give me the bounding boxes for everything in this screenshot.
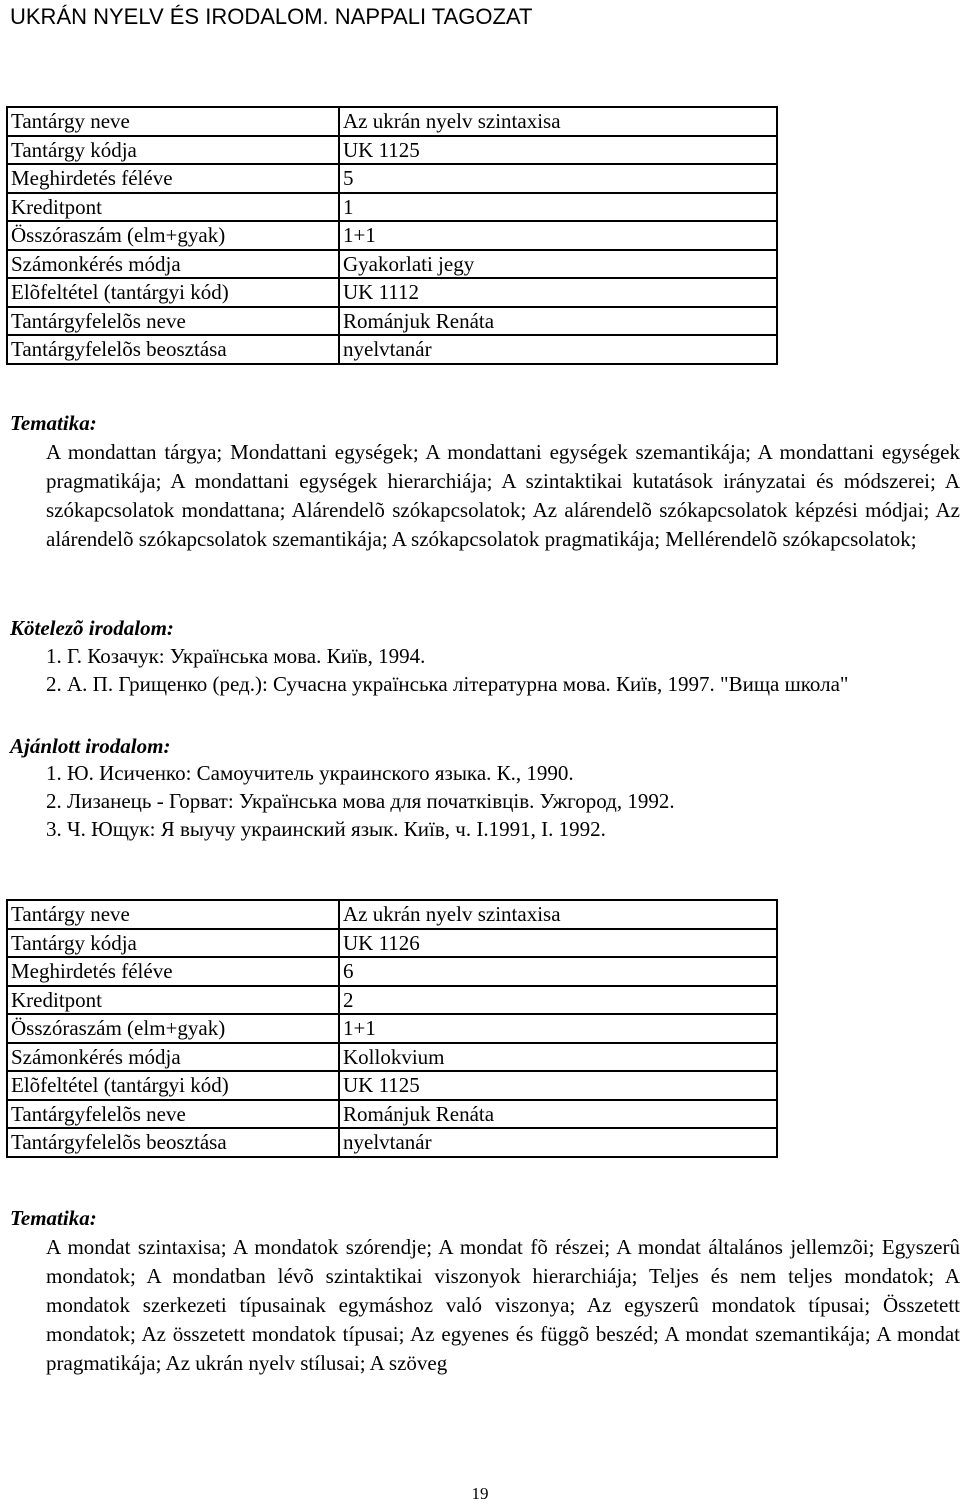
course-info-table-2 [6, 899, 778, 1158]
tematika-text: A mondattan tárgya; Mondattani egységek; A mondattani egységek szemantikája; A mondattani egységek pragmatikája; A mondattani egységek hierarchiája; A szintaktikai kutatások irányzatai és módszerei; A szókapcsolatok mondattana; Alárendelõ szókapcsolatok; Az alárendelõ szókapcsolatok képzési módjai; Az alárendelõ szókapcsolatok szemantikája; A szókapcsolatok pragmatikája; Mellérendelõ szókapcsolatok; [46, 440, 960, 551]
table-row [7, 1014, 777, 1043]
table-row [7, 957, 777, 986]
row-value: nyelvtanár [339, 335, 777, 364]
row-value: 2 [339, 986, 777, 1015]
reading-item: 1. Г. Козачук: Українська мова. Київ, 1994. [46, 644, 426, 668]
row-value: UK 1112 [339, 278, 777, 307]
tematika-text: A mondat szintaxisa; A mondatok szórendje; A mondat fõ részei; A mondat általános jellemzõi; Egyszerû mondatok; A mondatban lévõ szintaktikai viszonyok hierarchiája; Teljes és nem teljes mondatok; A mondatok szerkezeti típusainak egymáshoz való viszonya; Az egyszerû mondatok típusai; Összetett mondatok; Az összetett mondatok típusai; Az egyenes és függõ beszéd; A mondat szemantikája; A mondat pragmatikája; Az ukrán nyelv stílusai; A szöveg [46, 1235, 960, 1375]
row-value: UK 1126 [339, 929, 777, 958]
table-row [7, 335, 777, 364]
row-label: Kreditpont [7, 193, 339, 222]
row-value: 5 [339, 164, 777, 193]
tematika-heading: Tematika: [10, 411, 97, 435]
row-value: Az ukrán nyelv szintaxisa [339, 107, 777, 136]
table-row [7, 278, 777, 307]
tematika-heading: Tematika: [10, 1206, 97, 1230]
row-label: Tantárgy kódja [7, 136, 339, 165]
row-label: Elõfeltétel (tantárgyi kód) [7, 1071, 339, 1100]
row-value: 1+1 [339, 221, 777, 250]
table-row [7, 900, 777, 929]
row-value: UK 1125 [339, 1071, 777, 1100]
table-row [7, 221, 777, 250]
table-row [7, 250, 777, 279]
reading-item: 3. Ч. Ющук: Я выучу украинский язык. Київ, ч. I.1991, I. 1992. [46, 817, 606, 841]
row-label: Tantárgy neve [7, 107, 339, 136]
page-header: UKRÁN NYELV ÉS IRODALOM. NAPPALI TAGOZAT [10, 4, 533, 29]
page-number: 19 [471, 1484, 489, 1503]
row-value: nyelvtanár [339, 1128, 777, 1157]
row-label: Kreditpont [7, 986, 339, 1015]
table-row [7, 136, 777, 165]
table-row [7, 1071, 777, 1100]
row-value: Kollokvium [339, 1043, 777, 1072]
row-value: 1+1 [339, 1014, 777, 1043]
table-row [7, 107, 777, 136]
row-value: Az ukrán nyelv szintaxisa [339, 900, 777, 929]
recommended-reading-heading: Ajánlott irodalom: [10, 734, 171, 758]
reading-item: 1. Ю. Исиченко: Самоучитель украинского языка. К., 1990. [46, 761, 574, 785]
table-row [7, 1100, 777, 1129]
reading-item: 2. А. П. Грищенко (ред.): Сучасна українська літературна мова. Київ, 1997. "Вища школа" [46, 672, 849, 696]
row-value: 1 [339, 193, 777, 222]
table-row [7, 193, 777, 222]
row-value: Románjuk Renáta [339, 1100, 777, 1129]
row-value: 6 [339, 957, 777, 986]
row-label: Tantárgyfelelõs neve [7, 307, 339, 336]
row-label: Tantárgy neve [7, 900, 339, 929]
row-label: Elõfeltétel (tantárgyi kód) [7, 278, 339, 307]
table-row [7, 307, 777, 336]
table-row [7, 929, 777, 958]
row-label: Meghirdetés féléve [7, 957, 339, 986]
row-label: Számonkérés módja [7, 250, 339, 279]
row-label: Összóraszám (elm+gyak) [7, 221, 339, 250]
table-row [7, 986, 777, 1015]
row-label: Tantárgyfelelõs beosztása [7, 335, 339, 364]
row-value: Gyakorlati jegy [339, 250, 777, 279]
row-value: UK 1125 [339, 136, 777, 165]
table-row [7, 164, 777, 193]
table-row [7, 1128, 777, 1157]
reading-item: 2. Лизанець - Горват: Українська мова для початківців. Ужгород, 1992. [46, 789, 675, 813]
row-label: Összóraszám (elm+gyak) [7, 1014, 339, 1043]
course-info-table-1 [6, 106, 778, 365]
table-row [7, 1043, 777, 1072]
row-label: Tantárgy kódja [7, 929, 339, 958]
row-value: Románjuk Renáta [339, 307, 777, 336]
row-label: Tantárgyfelelõs neve [7, 1100, 339, 1129]
row-label: Meghirdetés féléve [7, 164, 339, 193]
row-label: Számonkérés módja [7, 1043, 339, 1072]
row-label: Tantárgyfelelõs beosztása [7, 1128, 339, 1157]
required-reading-heading: Kötelezõ irodalom: [10, 616, 174, 640]
